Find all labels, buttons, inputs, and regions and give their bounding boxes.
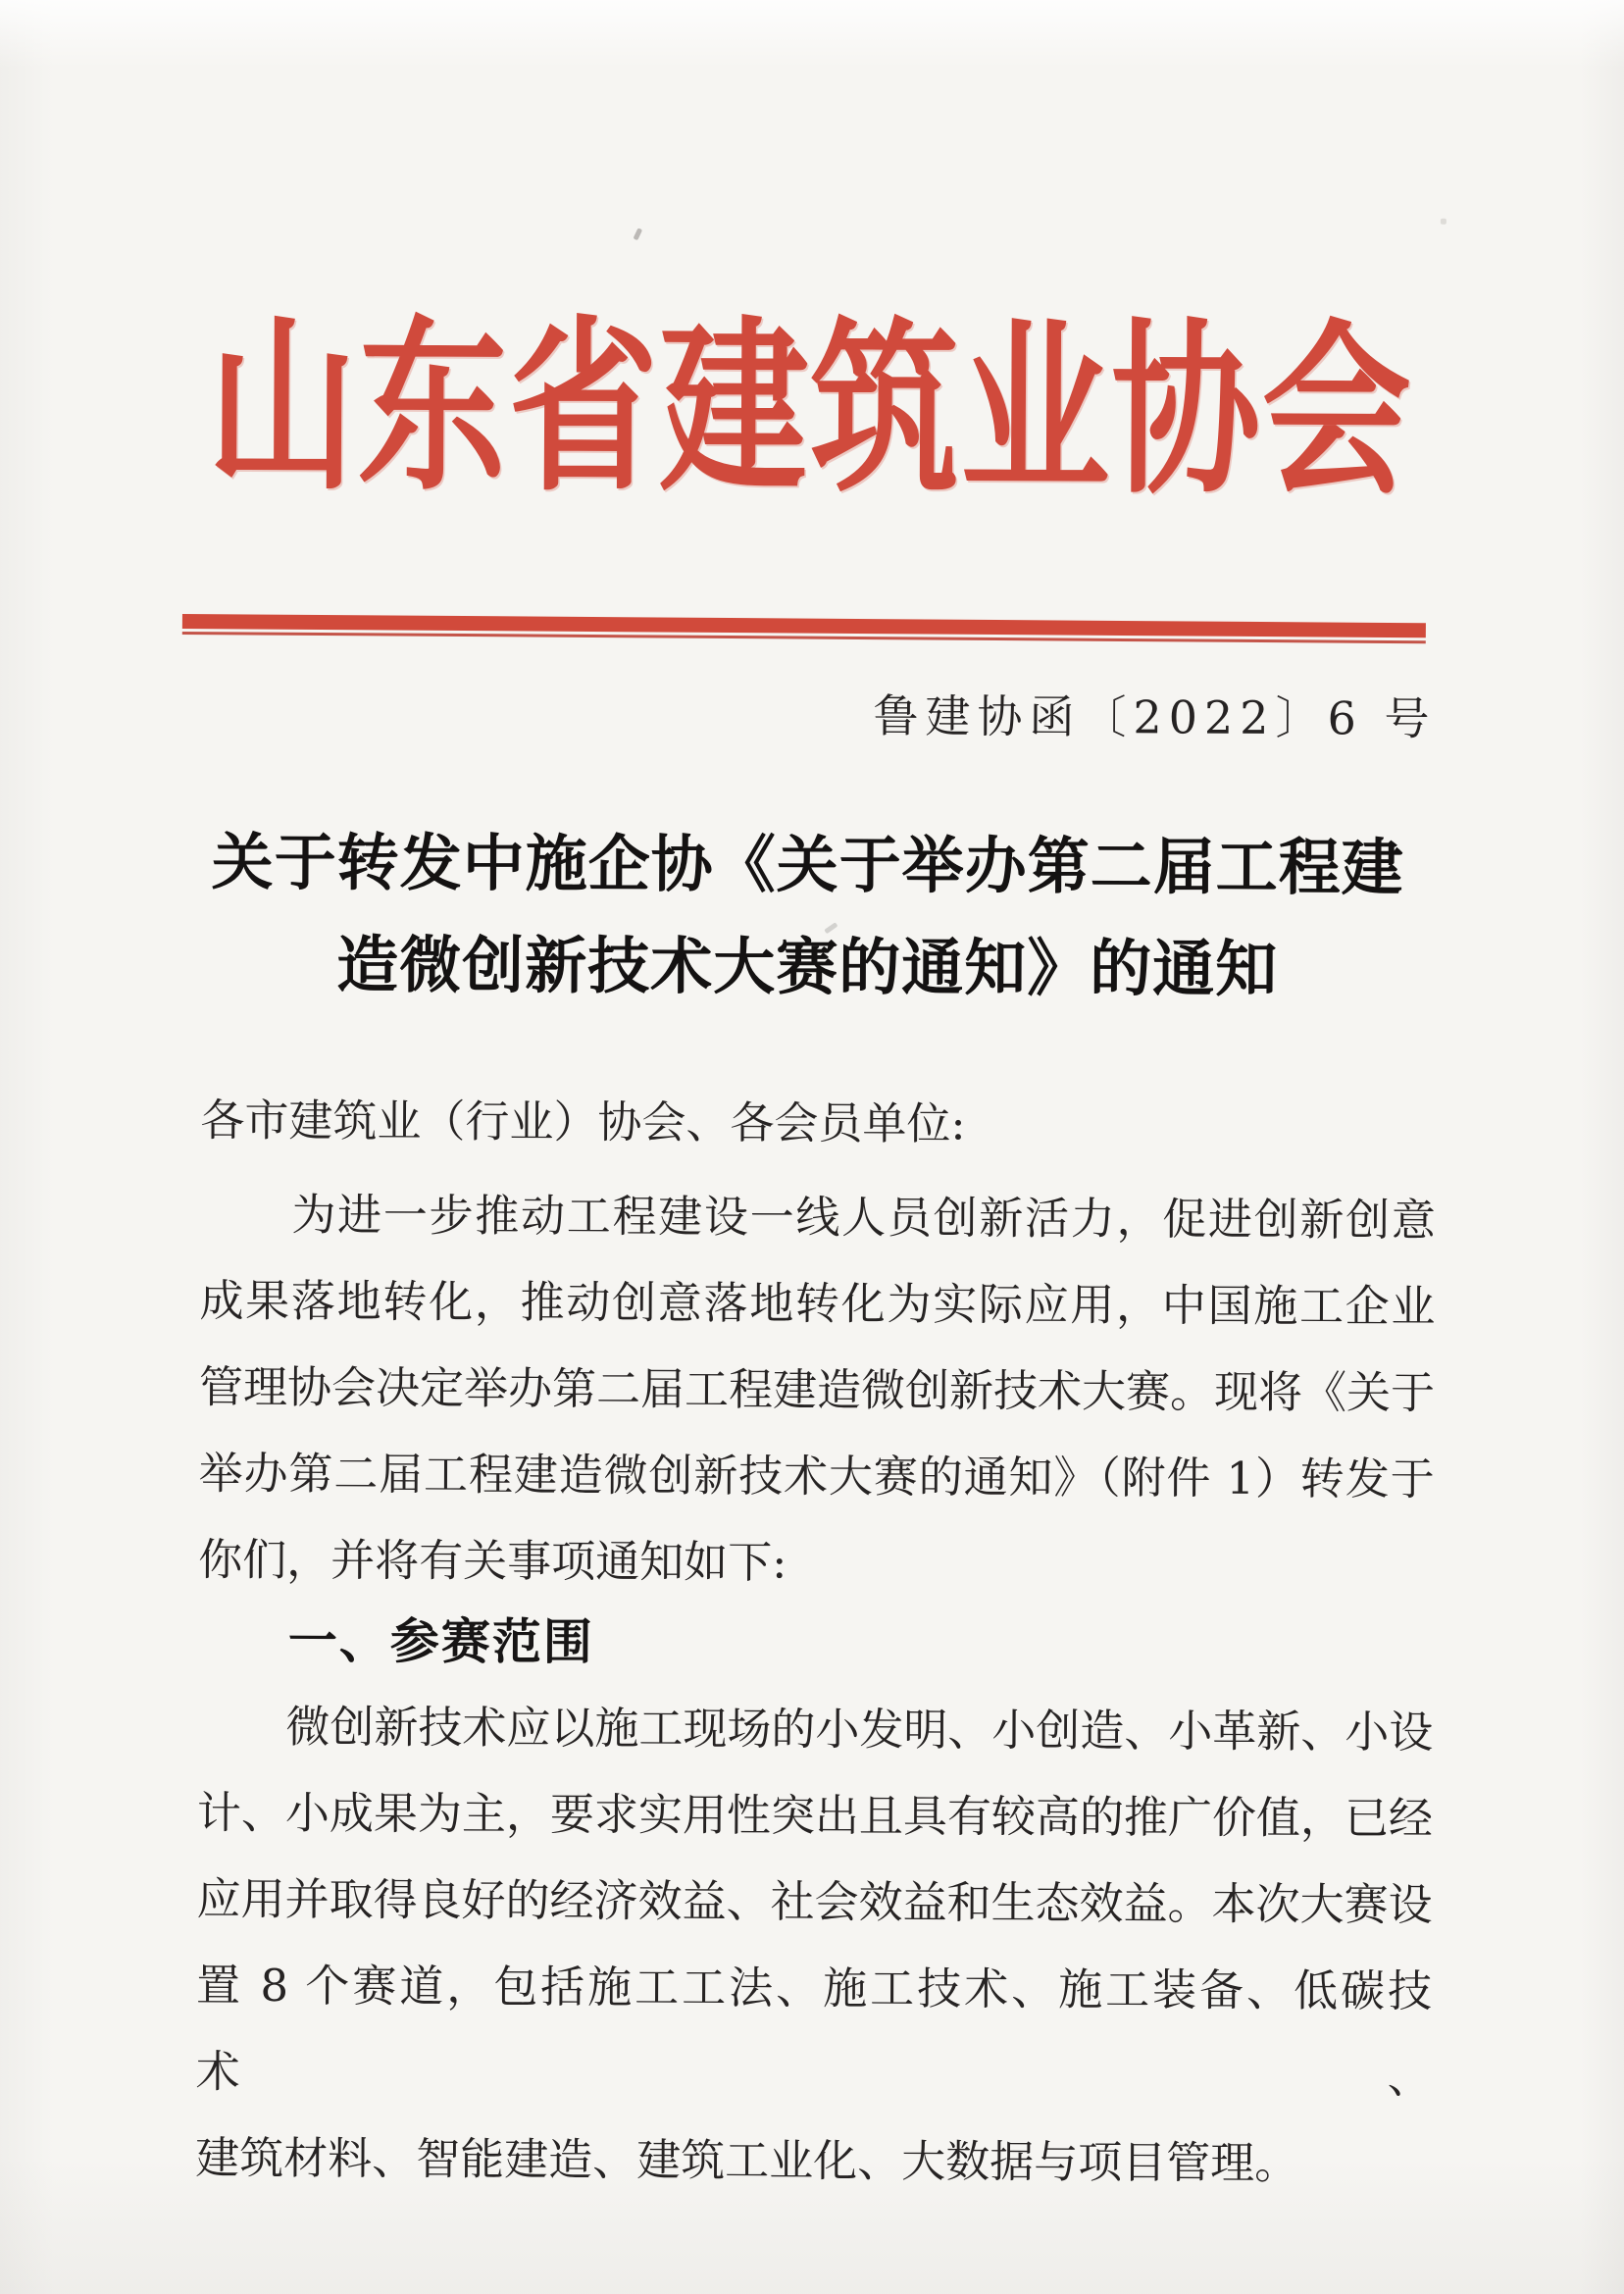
scan-speck (634, 228, 643, 240)
paragraph-1 (198, 1172, 1436, 1609)
salutation: 各市建筑业（行业）协会、各会员单位: (200, 1094, 966, 1150)
letterhead-org-name: 山东省建筑业协会 (207, 295, 1413, 521)
paragraph-2 (195, 1684, 1434, 2208)
text-line: 你们，并将有关事项通知如下: (198, 1533, 787, 1589)
scan-speck (1441, 219, 1446, 225)
letterhead-divider (182, 614, 1426, 643)
notice-title-line-2: 造微创新技术大赛的通知》的通知 (336, 928, 1279, 1005)
notice-title-line-1: 关于转发中施企协《关于举办第二届工程建 (211, 825, 1404, 904)
section-heading-1: 一、参赛范围 (287, 1613, 594, 1670)
text-line: 应用并取得良好的经济效益、社会效益和生态效益。本次大赛设 (196, 1872, 1433, 1931)
text-line: 微创新技术应以施工现场的小发明、小创造、小革新、小设 (197, 1700, 1434, 1759)
text-line: 管理协会决定举办第二届工程建造微创新技术大赛。现将《关于 (198, 1360, 1436, 1419)
text-line: 成果落地转化，推动创意落地转化为实际应用，中国施工企业 (199, 1274, 1436, 1333)
text-line: 为进一步推动工程建设一线人员创新活力，促进创新创意 (199, 1188, 1437, 1247)
text-line: 建筑材料、智能建造、建筑工业化、大数据与项目管理。 (195, 2131, 1299, 2190)
text-line: 置 8 个赛道，包括施工工法、施工技术、施工装备、低碳技术、 (195, 1959, 1433, 2104)
text-line: 举办第二届工程建造微创新技术大赛的通知》（附件 1）转发于 (198, 1447, 1435, 1505)
text-line: 计、小成果为主，要求实用性突出且具有较高的推广价值，已经 (196, 1786, 1434, 1845)
notice-title (0, 810, 1620, 1022)
document-number: 鲁建协函〔2022〕6 号 (873, 688, 1437, 745)
